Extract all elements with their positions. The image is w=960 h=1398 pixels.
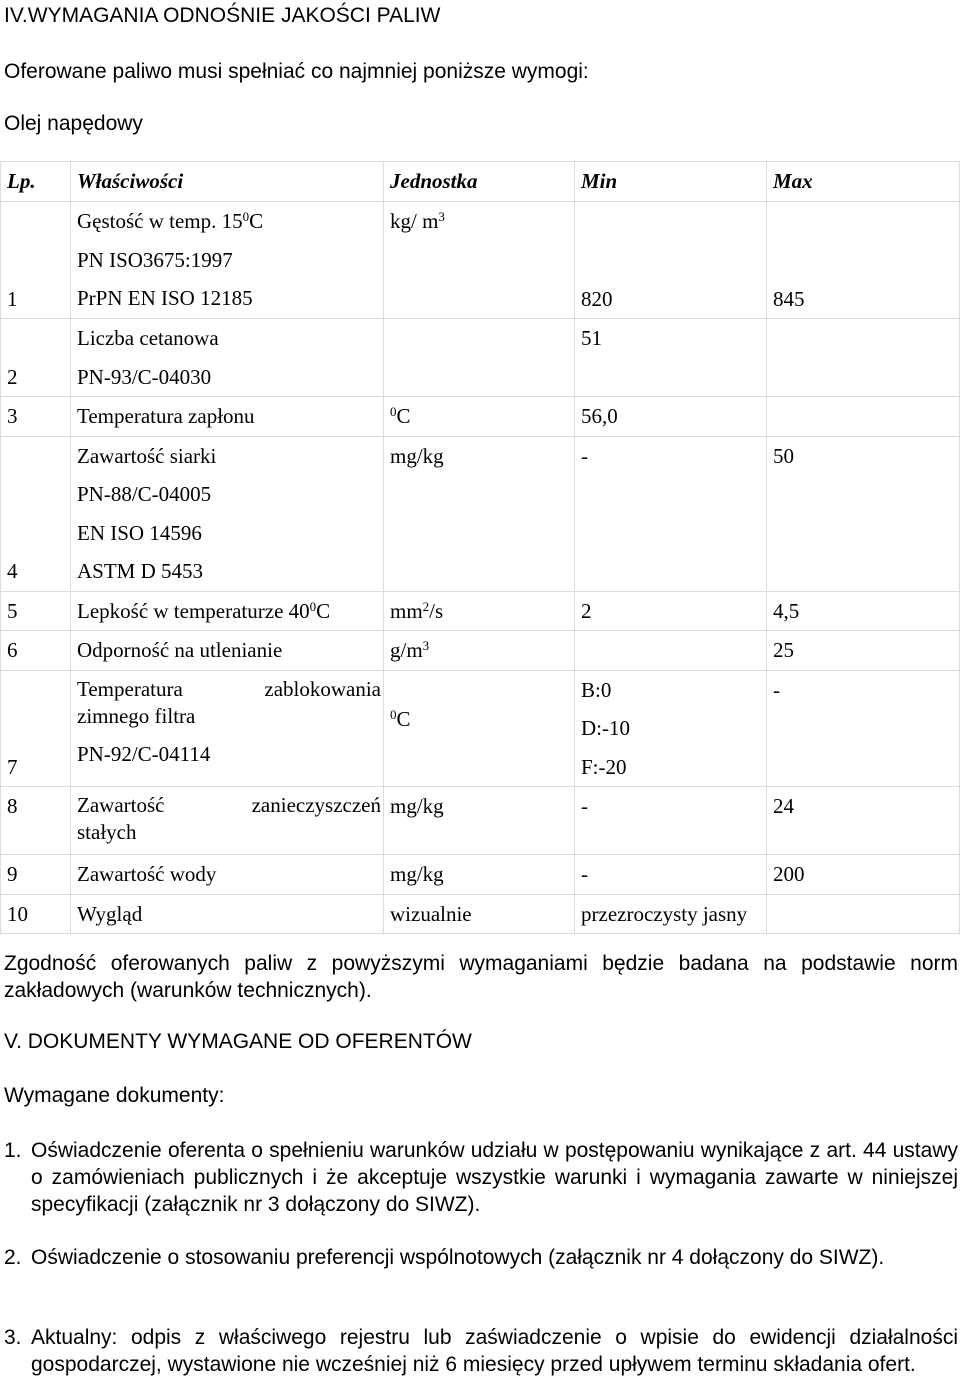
section-heading: V. DOKUMENTY WYMAGANE OD OFERENTÓW [4, 1030, 472, 1053]
section-heading: IV.WYMAGANIA ODNOŚNIE JAKOŚCI PALIW [4, 4, 441, 27]
row-unit [384, 591, 575, 631]
property-text: Lepkość w temperaturze 40 [77, 598, 310, 623]
row-unit: mg/kg [384, 436, 575, 591]
row-min: - [575, 436, 767, 591]
property-text: Liczba cetanowa [77, 326, 219, 350]
row-property [71, 787, 384, 855]
min-value: D:-10 [581, 716, 630, 740]
superscript: 0 [309, 598, 317, 614]
row-property: Odporność na utlenianie [71, 631, 384, 671]
row-min [575, 319, 767, 397]
row-property [71, 591, 384, 631]
list-number: 2. [4, 1246, 22, 1269]
row-min: - [575, 855, 767, 895]
min-value: 51 [581, 326, 602, 350]
row-max: 4,5 [767, 591, 960, 631]
property-text: C [249, 209, 264, 233]
table-row [1, 631, 960, 671]
property-text: Zawartość siarki [77, 443, 217, 468]
property-standard: EN ISO 14596 [77, 520, 202, 545]
row-unit: wizualnie [384, 894, 575, 934]
superscript: 0 [242, 209, 250, 224]
row-unit [384, 670, 575, 787]
row-lp: 9 [1, 855, 71, 895]
list-text: Aktualny: odpis z właściwego rejestru lub zaświadczenie o wpisie do ewidencji działalności gospodarczej, wystawione nie wcześniej niż 6 miesięcy przed upływem terminu składania ofert. [31, 1326, 958, 1376]
table-row [1, 787, 960, 855]
table-header-row [1, 162, 960, 202]
row-property [71, 202, 384, 319]
list-item [4, 1244, 958, 1271]
unit-text: kg/ m [390, 209, 439, 233]
property-standard: PrPN EN ISO 12185 [77, 286, 253, 310]
superscript: 0 [390, 707, 397, 723]
row-min [575, 670, 767, 787]
unit-text: g/m [390, 638, 423, 662]
table-row [1, 319, 960, 397]
property-standard: PN ISO3675:1997 [77, 247, 233, 272]
row-property: Temperatura zapłonu [71, 397, 384, 437]
row-lp: 10 [1, 894, 71, 934]
row-lp: 8 [1, 787, 71, 855]
row-unit [384, 397, 575, 437]
row-max: - [767, 670, 960, 787]
unit-text: C [396, 707, 411, 732]
row-max [767, 397, 960, 437]
row-unit [384, 202, 575, 319]
superscript: 3 [422, 638, 430, 653]
header-property: Właściwości [71, 162, 384, 202]
property-text: zimnego filtra [77, 703, 196, 728]
row-min: 56,0 [575, 397, 767, 437]
row-lp: 3 [1, 397, 71, 437]
superscript: 0 [390, 404, 397, 419]
unit-text: C [396, 404, 411, 428]
row-max [767, 894, 960, 934]
row-lp: 2 [1, 319, 71, 397]
row-max: 25 [767, 631, 960, 671]
table-row [1, 591, 960, 631]
row-lp: 1 [1, 202, 71, 319]
row-property: Wygląd [71, 894, 384, 934]
list-number: 1. [4, 1139, 22, 1162]
superscript: 3 [438, 209, 445, 224]
header-unit: Jednostka [384, 162, 575, 202]
row-min [575, 631, 767, 671]
property-standard: PN-88/C-04005 [77, 482, 212, 506]
property-word: zablokowania [264, 676, 381, 701]
superscript: 2 [422, 598, 430, 614]
property-word: zanieczyszczeń [251, 793, 381, 817]
unit-text: /s [429, 598, 444, 623]
table-row [1, 202, 960, 319]
row-property [71, 436, 384, 591]
property-text: stałych [77, 820, 137, 844]
property-standard: PN-93/C-04030 [77, 364, 212, 389]
compliance-paragraph: Zgodność oferowanych paliw z powyższymi wymaganiami będzie badana na podstawie norm zakładowych (warunków technicznych). [4, 952, 958, 1002]
row-property [71, 670, 384, 787]
row-property: Zawartość wody [71, 855, 384, 895]
row-min: 2 [575, 591, 767, 631]
row-max: 24 [767, 787, 960, 855]
property-word: Zawartość [77, 793, 165, 817]
row-lp: 4 [1, 436, 71, 591]
property-standard: PN-92/C-04114 [77, 741, 211, 766]
intro-text: Oferowane paliwo musi spełniać co najmniej poniższe wymogi: [4, 60, 589, 83]
subheading: Wymagane dokumenty: [4, 1084, 225, 1107]
row-max: 200 [767, 855, 960, 895]
min-value: F:-20 [581, 754, 627, 779]
row-property [71, 319, 384, 397]
row-max: 845 [767, 202, 960, 319]
row-max [767, 319, 960, 397]
table-row [1, 670, 960, 787]
table-row [1, 436, 960, 591]
header-lp: Lp. [1, 162, 71, 202]
fuel-requirements-table [0, 161, 960, 934]
fuel-type: Olej napędowy [4, 112, 143, 135]
header-min: Min [575, 162, 767, 202]
list-text: Oświadczenie oferenta o spełnieniu warunków udziału w postępowaniu wynikające z art. 44 ustawy o zamówieniach publicznych i że akceptuje wszystkie warunki i wymagania zawarte w niniejszej specyfikacji (załącznik nr 3 dołączony do SIWZ). [31, 1139, 958, 1216]
list-number: 3. [4, 1326, 22, 1349]
row-min: 820 [575, 202, 767, 319]
property-text: C [316, 598, 331, 623]
row-lp: 7 [1, 670, 71, 787]
table-row [1, 855, 960, 895]
row-unit: mg/kg [384, 855, 575, 895]
property-standard: ASTM D 5453 [77, 559, 204, 583]
row-max: 50 [767, 436, 960, 591]
row-lp: 5 [1, 591, 71, 631]
property-word: Temperatura [77, 676, 183, 701]
row-unit [384, 319, 575, 397]
table-row [1, 894, 960, 934]
row-min: - [575, 787, 767, 855]
unit-text: mm [390, 598, 423, 623]
list-item [4, 1137, 958, 1218]
row-unit: mg/kg [384, 787, 575, 855]
row-unit [384, 631, 575, 671]
list-text: Oświadczenie o stosowaniu preferencji wspólnotowych (załącznik nr 4 dołączony do SIWZ). [31, 1246, 885, 1269]
header-max: Max [767, 162, 960, 202]
min-value: B:0 [581, 677, 612, 702]
table-row [1, 397, 960, 437]
property-text: Gęstość w temp. 15 [77, 209, 243, 233]
list-item [4, 1324, 958, 1378]
row-min: przezroczysty jasny [575, 894, 767, 934]
row-lp: 6 [1, 631, 71, 671]
